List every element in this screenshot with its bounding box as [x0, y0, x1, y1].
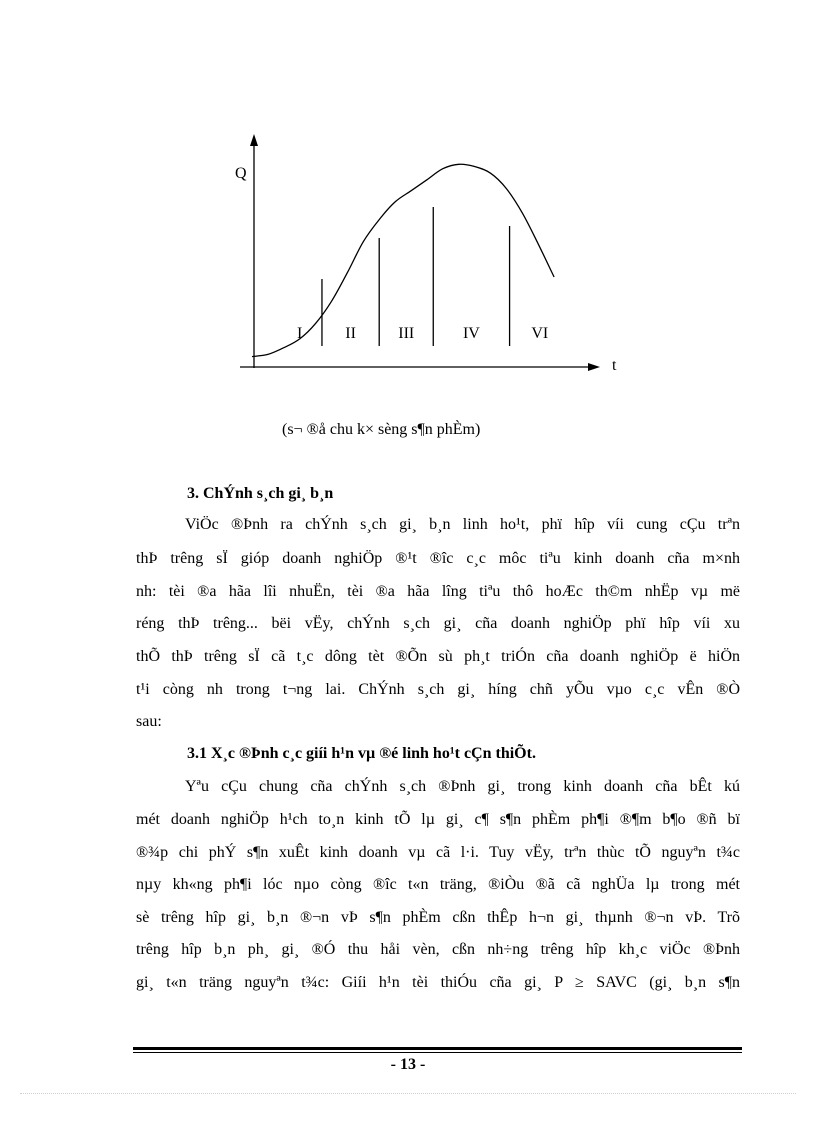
paragraph-line: ViÖc ®Þnh ra chÝnh s¸ch gi¸ b¸n linh ho¹t, phï hîp víi cung cÇu trªn [185, 516, 740, 533]
paragraph-line: réng thÞ trêng... bëi vËy, chÝnh s¸ch gi¸ cña doanh nghiÖp phï hîp víi xu [136, 615, 740, 632]
section-heading: 3. ChÝnh s¸ch gi¸ b¸n [187, 485, 334, 502]
stage-label: I [297, 325, 303, 342]
paragraph-line: Yªu cÇu chung cña chÝnh s¸ch ®Þnh gi¸ trong kinh doanh cña bÊt kú [185, 778, 740, 795]
stage-label: VI [531, 325, 549, 342]
paragraph-line: gi¸ t«n träng nguyªn t¾c: Giíi h¹n tèi thiÓu cña gi¸ P ≥ SAVC (gi¸ b¸n s¶n [136, 974, 740, 991]
x-axis-label: t [612, 357, 617, 374]
page-number: - 13 - [390, 1056, 426, 1073]
subsection-heading: 3.1 X¸c ®Þnh c¸c giíi h¹n vµ ®é linh ho¹t cÇn thiÕt. [187, 745, 536, 762]
paragraph-line: nµy kh«ng ph¶i lóc nµo còng ®îc t«n träng, ®iÒu ®ã cã nghÜa lµ trong mét [136, 876, 740, 893]
figure-caption: (s¬ ®å chu k× sèng s¶n phÈm) [282, 421, 481, 438]
paragraph-line: thÕ thÞ trêng sÏ cã t¸c dông tèt ®Õn sù ph¸t triÓn cña doanh nghiÖp ë hiÖn [136, 648, 740, 665]
stage-label: IV [462, 325, 480, 342]
stage-label: II [345, 325, 356, 342]
paragraph-line: thÞ trêng sÏ gióp doanh nghiÖp ®¹t ®îc c¸c môc tiªu kinh doanh cña m×nh [136, 550, 740, 567]
x-axis-arrow [588, 363, 600, 371]
paragraph-line: sau: [136, 713, 162, 730]
paragraph-line: mét doanh nghiÖp h¹ch to¸n kinh tÕ lµ gi¸ c¶ s¶n phÈm ph¶i ®¶m b¶o ®ñ bï [136, 811, 740, 828]
paragraph-line: trêng hîp b¸n ph¸ gi¸ ®Ó thu håi vèn, cßn nh÷ng trêng hîp kh¸c viÖc ®Þnh [136, 941, 740, 958]
footer-rule [133, 1052, 742, 1053]
paragraph-line: sè trêng hîp gi¸ b¸n ®¬n vÞ s¶n phÈm cßn thÊp h¬n gi¸ thµnh ®¬n vÞ. Trõ [136, 909, 740, 926]
paragraph-line: ®¾p chi phÝ s¶n xuÊt kinh doanh vµ cã l·i. Tuy vËy, trªn thùc tÕ nguyªn t¾c [136, 844, 740, 861]
paragraph-line: nh: tèi ®a hãa lîi nhuËn, tèi ®a hãa lîng tiªu thô hoÆc th©m nhËp vµ më [136, 583, 740, 600]
y-axis-label: Q [235, 165, 247, 182]
y-axis-arrow [250, 134, 258, 146]
footer-rule [133, 1047, 742, 1050]
page-edge-divider [20, 1093, 796, 1094]
paragraph-line: t¹i còng nh trong t¬ng lai. ChÝnh s¸ch gi¸ híng chñ yÕu vµo c¸c vÊn ®Ò [136, 681, 740, 698]
stage-label: III [398, 325, 415, 342]
product-life-cycle-chart [0, 0, 816, 440]
